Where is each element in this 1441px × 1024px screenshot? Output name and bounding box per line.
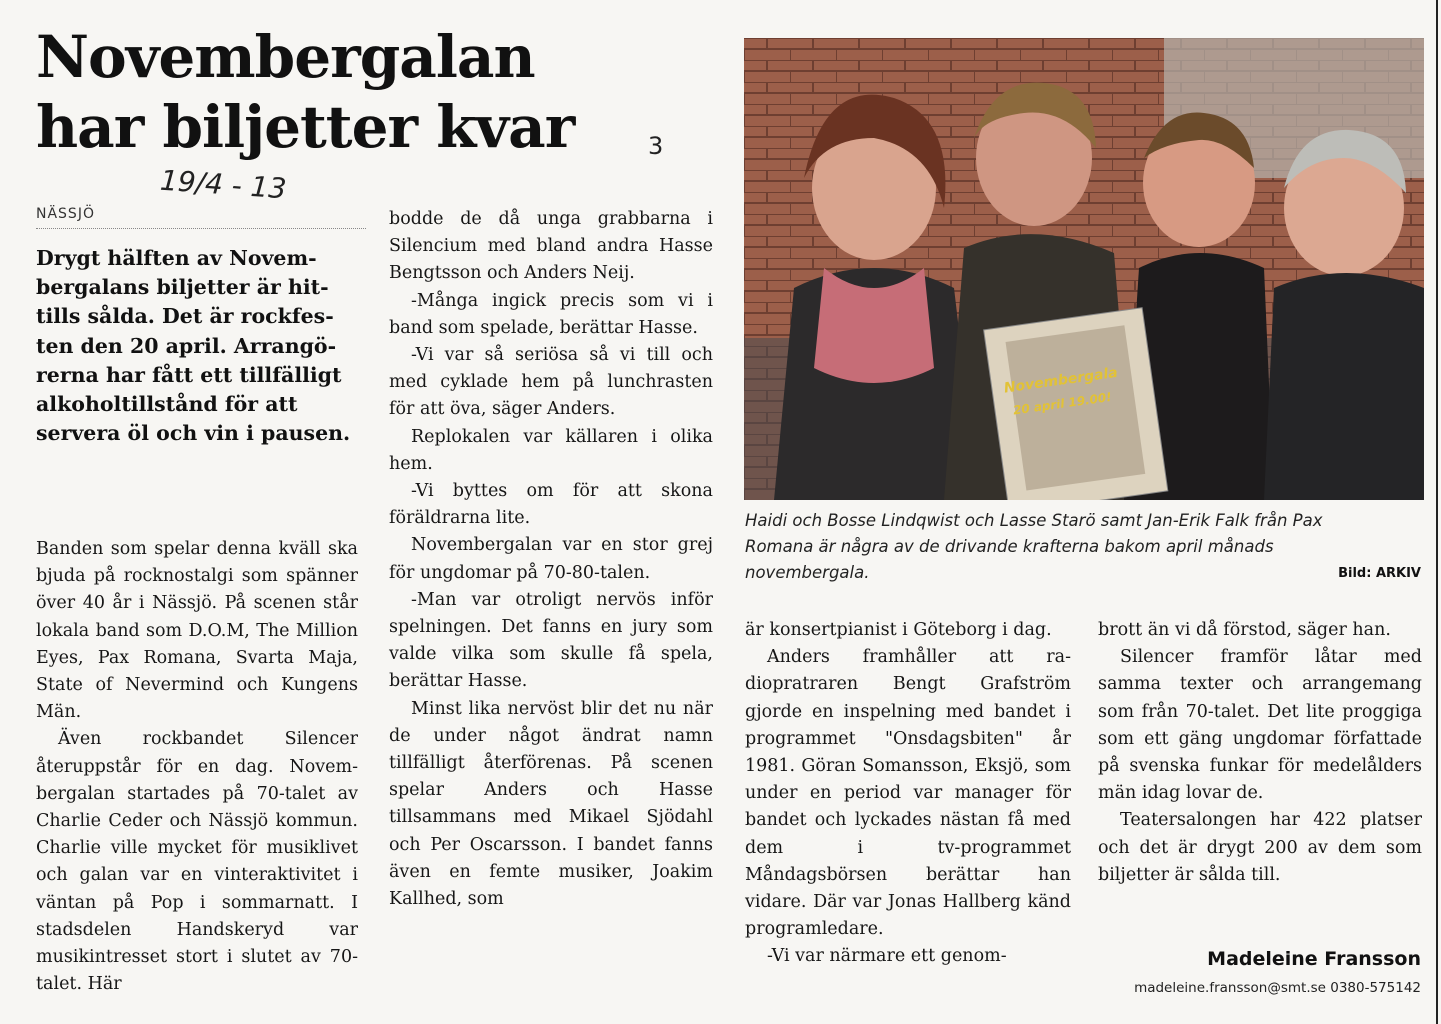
paragraph: -Man var otroligt nervös inför spelningen. Det fanns en jury som valde vilka som skulle få spela, berättar Hasse. [389, 589, 713, 692]
paragraph: Anders framhåller att radiopratraren Bengt Grafström gjorde en inspelning med bandet i programmet "Onsdagsbiten" år 1981. Göran Somansson, Eksjö, som under en period var manager för bandet och lyckades nästan få med dem i tv-programmet Måndagsbörsen berättar han vidare. Där var Jonas Hallberg känd programledare. [745, 647, 1071, 940]
headline-line-2: har biljetter kvar [36, 93, 575, 161]
paragraph: Teatersalongen har 422 platser och det är drygt 200 av dem som biljetter är sålda till. [1098, 810, 1422, 885]
paragraph: Minst lika nervöst blir det nu när de under något ändrat namn tillfälligt återförenas. På scenen spelar Anders och Hasse tillsammans med Mikael Sjödahl och Per Oscarsson. I bandet fanns även en femte musiker, Joakim Kallhed, som [389, 698, 713, 910]
handwritten-number: 3 [648, 132, 664, 160]
paragraph: -Vi byttes om för att skona föräldrarna lite. [389, 481, 713, 529]
byline-author: Madeleine Fransson [1207, 948, 1421, 970]
article-photo [744, 38, 1424, 500]
paragraph: -Vi var så seriösa så vi till och med cyklade hem på lunchrasten för att öva, säger Anders. [389, 345, 713, 420]
photo-credit: Bild: ARKIV [1338, 566, 1421, 581]
paragraph: Replokalen var källaren i olika hem. [389, 426, 713, 474]
paragraph: Silencer framför låtar med samma texter och arrangemang som från 70-talet. Det lite proggiga som ett gäng ungdomar författade på svenska funkar för medelålders män idag lovar de. [1098, 647, 1422, 804]
handwritten-date: 19/4 - 13 [159, 163, 288, 206]
paragraph: Banden som spelar denna kväll ska bjuda på rocknostalgi som spänner över 40 år i Nässjö. På scenen står lokala band som D.O.M, The Million Eyes, Pax Romana, Svarta Maja, State of Nevermind och Kungens Män. [36, 539, 358, 723]
poster-title: Novembergala [1002, 364, 1119, 397]
headline [36, 22, 574, 162]
photo-caption: Haidi och Bosse Lindqwist och Lasse Starö samt Jan-Erik Falk från Pax Romana är några av de drivande krafterna bakom april månads novembergala. [745, 511, 1323, 582]
section-label: NÄSSJÖ [36, 206, 366, 229]
paragraph: -Många ingick precis som vi i band som spelade, berättar Hasse. [389, 290, 713, 338]
article-column-1 [36, 536, 358, 998]
paragraph: brott än vi då förstod, säger han. [1098, 620, 1391, 640]
article-column-3 [745, 617, 1071, 971]
paragraph: Även rockbandet Silencer återuppstår för en dag. Novembergalan startades på 70-talet av Charlie Ceder och Nässjö kommun. Charlie ville mycket för musiklivet och galan var en vinteraktivitet i väntan på Pop i sommarnatt. I stadsdelen Handskeryd var musikintresset stort i slutet av 70-talet. Här [36, 729, 358, 995]
poster-date: 20 april 19.00! [1012, 389, 1113, 418]
paragraph: bodde de då unga grabbarna i Silencium med bland andra Hasse Bengtsson och Anders Neij. [389, 209, 713, 284]
paragraph: är konsertpianist i Göteborg i dag. [745, 620, 1052, 640]
article-column-2 [389, 206, 713, 913]
article-column-4 [1098, 617, 1422, 889]
headline-line-1: Novembergalan [36, 23, 535, 91]
photo-illustration [744, 38, 1424, 500]
paragraph: Novembergalan var en stor grej för ungdomar på 70-80-talen. [389, 535, 713, 583]
page-edge-rule [1436, 0, 1438, 1024]
byline-contact: madeleine.fransson@smt.se 0380-575142 [1134, 980, 1421, 996]
ingress: Drygt hälften av Novembergalans biljetter är hittills sålda. Det är rockfesten den 20 april. Arrangörerna har fått ett tillfälligt alkoholtillstånd för att servera öl och vin i pausen. [36, 246, 351, 446]
paragraph: -Vi var närmare ett genom- [767, 946, 1007, 967]
